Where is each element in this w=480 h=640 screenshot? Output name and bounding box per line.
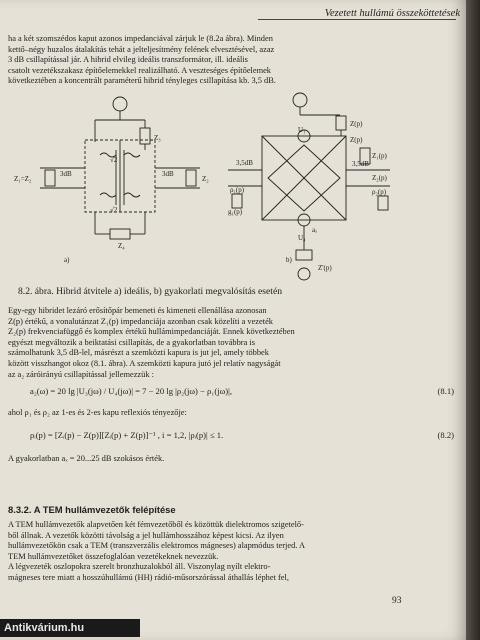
source-circle-top [113,97,127,111]
label-3-5db-right: 3,5dB [352,160,369,168]
impedance-z3 [140,128,150,144]
label-z4: Z₄ [118,242,125,250]
text-line: kettő–négy huzalos átalakítás tehát a jelteljesítmény felének elvesztésével, azaz [8,44,275,54]
label-ro2: ρ₂(p) [372,188,387,196]
body-paragraph [8,306,458,380]
figure-panel-a [40,97,200,239]
impedance-zp-bottom [296,250,312,260]
text-line: számolhatunk 3,5 dB-lel, másrészt a szemközti kapura is jut jel, amely többek [8,348,269,358]
text-line: egyészt megváltozik a beiktatási csillapítás, de a gyakorlatban továbbra is [8,337,255,347]
label-3db-left: 3dB [60,170,72,178]
page-number: 93 [392,596,402,606]
label-z1zl: Z₁(p) [372,152,387,160]
text-line: hullámvezetőkön csak a TEM (transzverzális elektromos mágneses) alapmódus terjed. A [8,541,306,551]
panel-label-a: a) [64,256,70,264]
label-z1z2: Z₁=Z₂ [14,175,32,183]
text-line: Z₂(p) frekvenciafüggő és komplex értékű hullámimpedanciáját. Ennek következtében [8,327,295,337]
label-zp-bottom: Z'(p) [318,264,332,272]
equation-text: ρᵢ(p) = [Zᵢ(p) − Z(p)][Zᵢ(p) + Z(p)]⁻¹ , i = 1,2, |ρᵢ(p)| ≤ 1. [30,430,224,440]
text-line: TEM hullámvezetőket összefoglalóan vezetékeknek nevezzük. [8,551,219,561]
text-line: 3 dB csillapítással jár. A hibrid elvileg ideális transzformátor, ill. ideális [8,55,248,65]
section-heading: 8.3.2. A TEM hullámvezetők felépítése [8,504,176,515]
label-3db-right: 3dB [162,170,174,178]
panel-label-b: b) [286,256,292,264]
label-sqrt2-bottom: √2 [110,206,118,214]
text-line: ből állnak. A vezetők közötti távolság a jel hullámhosszához képest kicsi. Az ilyen [8,530,284,540]
label-zip: Z(p) [350,136,363,144]
label-u1: U₁ [298,126,306,134]
figure-labels-a [14,134,209,264]
running-header: Vezetett hullámú összeköttetések [324,8,460,19]
text-line: következtében a koncentrált paraméterű hibrid tényleges csillapítása kb. 3,5 dB. [8,76,276,86]
label-ro1: ρ₁(p) [230,186,245,194]
text-line: Z(p) értékű, a vonalutánzat Z₁(p) impedanciája azonban csak közelíti a vezeték [8,316,273,326]
equation-8-2 [30,430,460,441]
text-line: A légvezeték oszlopokra szerelt bronzhuzalokból áll. Viszonylag nyílt elektro- [8,562,271,572]
label-ap: aₓ [312,226,318,234]
equation-8-1 [30,386,460,396]
text-line: csatolt vezetékszakasz építőelemekkel realizálható. A veszteséges építőelemek [8,65,271,75]
text-line: Egy-egy hibridet lezáró erősítőpár bemeneti és kimeneti ellenállása azonosan [8,306,267,315]
text-line: mágneses tere miatt a hosszúhullámú (HH) rádió-műsorszórással áthallás léphet fel, [8,572,289,582]
figure-labels-b [228,120,388,272]
impedance-g1 [232,194,242,208]
label-z1p: Z(p) [350,120,363,128]
impedance-z4 [110,229,130,239]
label-g1p: g₁(p) [228,208,243,216]
text-line: A TEM hullámvezetők alapvetően két fémvezetőből és közöttük dielektromos szigetelő- [8,520,304,529]
text-line: az a₂ záróirányú csillapítással jellemezzük : [8,369,154,379]
eq2-followup: A gyakorlatban aₓ = 20...25 dB szokásos érték. [8,454,165,463]
label-u4: U₄ [298,234,306,242]
label-z3: Z₃ [154,134,161,142]
impedance-g2 [378,196,388,210]
label-sqrt2-top: √2 [110,156,118,164]
label-3-5db-left: 3,5dB [236,159,253,167]
text-line: ha a két szomszédos kaput azonos impedanciával zárjuk le (8.2a ábra). Minden [8,34,273,43]
label-z2zl: Z₂(p) [372,174,387,182]
equation-number: (8.1) [437,386,454,396]
label-z2: Z₂ [202,175,209,183]
impedance-zp-top [336,116,346,130]
text-line: között visszhangot okoz (8.1. ábra). A szemközti kapura jutó jel relatív nagyságát [8,358,281,368]
equation-number: (8.2) [437,430,454,440]
source-circle-top-b [293,93,307,107]
eq1-followup: ahol ρ₁ és ρ₂ az 1-es és 2-es kapu reflexiós tényezője: [8,408,187,417]
figure-caption: 8.2. ábra. Hibrid átvitele a) ideális, b) gyakorlati megvalósítás esetén [18,286,283,297]
hybrid-circuit-figure [0,0,480,300]
watermark-logo: Antikvárium.hu [0,619,140,637]
impedance-z3-right [186,170,196,186]
figure-panel-b [228,93,390,280]
impedance-z1 [45,170,55,186]
equation-text: a₂(ω) = 20 lg |U₃(jω) / U₄(jω)| = 7 − 20 lg |ρ₂(jω) − ρ₁(jω)|, [30,386,232,396]
section-paragraph [8,520,458,584]
source-circle-bottom-b [298,268,310,280]
